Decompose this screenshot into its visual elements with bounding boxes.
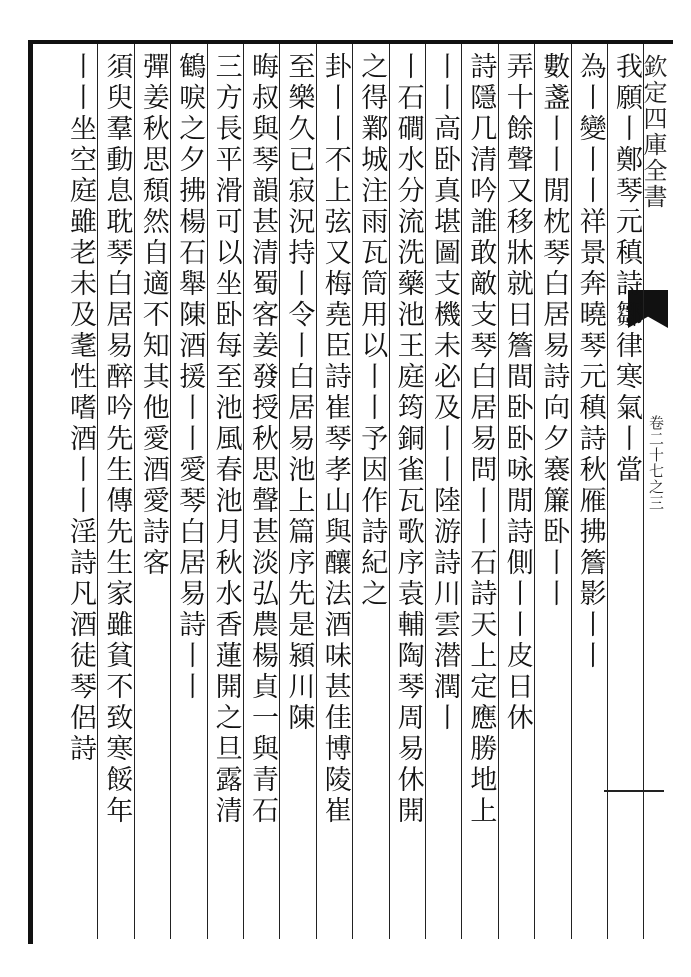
book-title: 欽定四庫全書 xyxy=(639,54,667,210)
text-column: 至樂久已寂況持丨令丨白居易池上篇序先是潁川陳 xyxy=(283,52,315,734)
column-rule xyxy=(425,44,426,939)
text-column: 晦叔與琴韻甚清蜀客姜發授秋思聲甚淡弘農楊貞一與青石 xyxy=(247,52,278,827)
column-rule xyxy=(352,44,353,939)
text-column: 為丨變丨丨祥景奔曉琴元稹詩秋雁拂簷影丨丨 xyxy=(574,52,606,672)
column-rule xyxy=(279,44,280,939)
column-rule xyxy=(207,44,208,939)
column-rule xyxy=(498,44,499,939)
text-column: 三方長平滑可以坐卧每至池風春池月秋水香蓮開之旦露清 xyxy=(210,52,242,827)
column-rule xyxy=(534,44,535,939)
column-rule xyxy=(170,44,171,939)
column-rule xyxy=(316,44,317,939)
text-column: 須臾羣動息耽琴白居易醉吟先生傳先生家雖貧不致寒餒年 xyxy=(101,52,133,827)
text-column: 詩隱几清吟誰敢敵支琴白居易問丨丨石詩天上定應勝地上 xyxy=(465,52,497,827)
text-column: 弄十餘聲又移牀就日簷間卧卧咏閒詩側丨丨皮日休 xyxy=(501,52,533,734)
column-rule xyxy=(571,44,572,939)
text-column: 卦丨丨不上弦又梅堯臣詩崔琴孝山與釀法酒味甚佳博陵崔 xyxy=(319,52,351,827)
column-rule xyxy=(461,44,462,939)
volume-label: 卷二十七之三 xyxy=(647,415,665,511)
text-column: 彈姜秋思頹然自適不知其他愛酒愛詩客 xyxy=(137,52,169,579)
text-column: 丨丨坐空庭雖老未及耄性嗜酒丨丨淫詩凡酒徒琴侶詩 xyxy=(65,52,96,765)
text-column: 鶴唳之夕拂楊石舉陳酒援丨丨愛琴白居易詩丨丨 xyxy=(174,52,206,703)
text-column: 數盞丨丨閒枕琴白居易詩向夕褰簾卧丨丨 xyxy=(538,52,570,610)
text-column: 之得鄴城注雨瓦筒用以丨丨予因作詩紀之 xyxy=(356,52,388,610)
text-column: 我願丨鄭琴元稹詩鄒律寒氣丨當 xyxy=(611,52,642,486)
column-rule xyxy=(607,44,608,939)
column-rule xyxy=(643,44,644,939)
column-rule xyxy=(134,44,135,939)
column-rule xyxy=(97,44,98,939)
edge-mark xyxy=(604,790,664,792)
column-rule xyxy=(243,44,244,939)
column-rule xyxy=(389,44,390,939)
text-column: 丨丨高卧真堪圖支機未必及丨丨陸游詩川雲潜潤丨 xyxy=(429,52,460,734)
text-column: 丨石磵水分流洗藥池王庭筠銅雀瓦歌序袁輔陶琴周易休開 xyxy=(392,52,424,827)
